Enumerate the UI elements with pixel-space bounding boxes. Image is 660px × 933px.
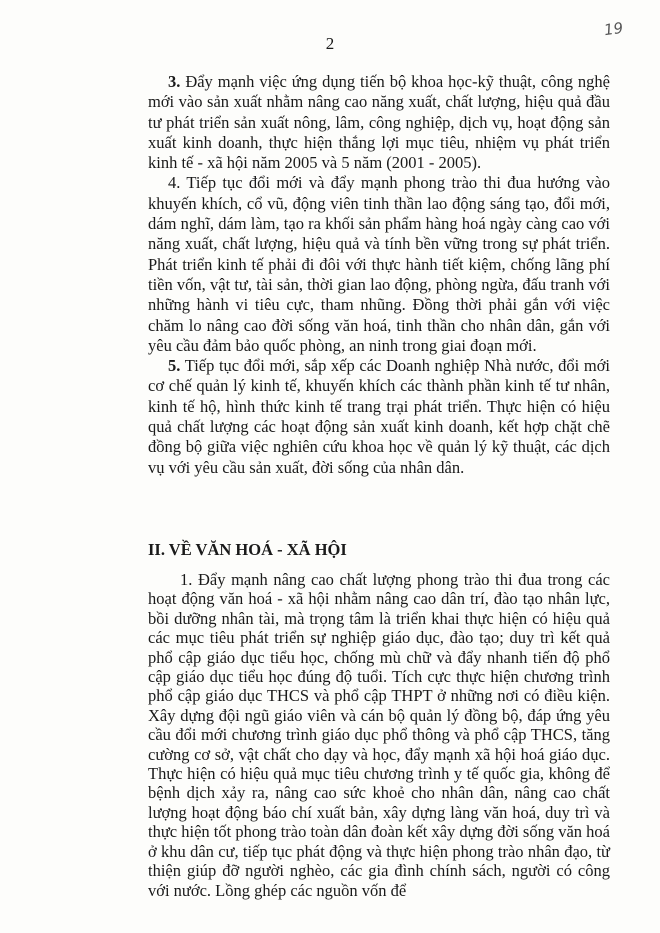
paragraph-text: Tiếp tục đổi mới, sắp xếp các Doanh nghiệp Nhà nước, đổi mới cơ chế quản lý kinh tế, khuyến khích các thành phần kinh tế tư nhân, kinh tế hộ, hình thức kinh tế trang trại phát triển. Thực hiện có hiệu quả chất lượng các hoạt động sản xuất kinh doanh, kết hợp chặt chẽ đồng bộ giữa việc nghiên cứu khoa học về quản lý kỹ thuật, các dịch vụ với yêu cầu sản xuất, đời sống của nhân dân. bbox=[148, 356, 611, 477]
section-heading: II. VỀ VĂN HOÁ - XÃ HỘI bbox=[148, 540, 347, 559]
body-text-bottom bbox=[148, 570, 610, 900]
paragraph-culture-1: 1. Đẩy mạnh nâng cao chất lượng phong trào thi đua trong các hoạt động văn hoá - xã hội nhằm nâng cao dân trí, đào tạo nhân lực, bồi dưỡng nhân tài, mà trọng tâm là triển khai thực hiện có hiệu quả các mục tiêu phát triển sự nghiệp giáo dục, đào tạo; duy trì kết quả phổ cập giáo dục tiểu học, chống mù chữ và đẩy nhanh tiến độ phổ cập giáo dục tiểu học đúng độ tuổi. Tích cực thực hiện chương trình phổ cập giáo dục THCS và phổ cập THPT ở những nơi có điều kiện. Xây dựng đội ngũ giáo viên và cán bộ quản lý đồng bộ, đáp ứng yêu cầu đổi mới chương trình giáo dục phổ thông và phổ cập THCS, tăng cường cơ sở, vật chất cho dạy và học, đẩy mạnh xã hội hoá giáo dục. Thực hiện có hiệu quả mục tiêu chương trình y tế quốc gia, không để bệnh dịch xảy ra, nâng cao sức khoẻ cho nhân dân, nâng cao chất lượng hoạt động báo chí xuất bản, xây dựng làng văn hoá, duy trì và thực hiện tốt phong trào toàn dân đoàn kết xây dựng đời sống văn hoá ở khu dân cư, tiếp tục phát động và thực hiện phong trào nhân đạo, từ thiện giúp đỡ người nghèo, các gia đình chính sách, người có công với nước. Lồng ghép các nguồn vốn để bbox=[148, 570, 610, 900]
handwritten-page-note: 19 bbox=[602, 18, 625, 40]
paragraph-number: 5. bbox=[168, 356, 181, 376]
page-number: 2 bbox=[325, 34, 335, 53]
paragraph-number: 4. bbox=[168, 173, 181, 193]
paragraph-text: Tiếp tục đổi mới và đẩy mạnh phong trào thi đua hướng vào khuyến khích, cổ vũ, động viên tinh thần lao động sáng tạo, đổi mới, dám nghĩ, dám làm, tạo ra khối sản phẩm hàng hoá ngày càng cao với năng xuất, chất lượng, hiệu quả và tính bền vững trong sự phát triển. Phát triển kinh tế phải đi đôi với thực hành tiết kiệm, chống lãng phí tiền vốn, vật tư, tài sản, thời gian lao động, phòng ngừa, đấu tranh với những hành vi tiêu cực, tham nhũng. Đồng thời phải gắn với việc chăm lo nâng cao đời sống văn hoá, tinh thần cho nhân dân, gắn với yêu cầu đảm bảo quốc phòng, an ninh trong giai đoạn mới. bbox=[148, 173, 611, 355]
paragraph-number: 3. bbox=[168, 72, 181, 91]
paragraph-4 bbox=[148, 173, 610, 356]
paragraph-text: Đẩy mạnh việc ứng dụng tiến bộ khoa học-kỹ thuật, công nghệ mới vào sản xuất nhằm nâng cao năng xuất, chất lượng, hiệu quả đầu tư phát triển sản xuất nông, lâm, công nghiệp, dịch vụ, hoạt động sản xuất kinh doanh, thực hiện thắng lợi mục tiêu, nhiệm vụ phát triển kinh tế - xã hội năm 2005 và 5 năm (2001 - 2005). bbox=[148, 72, 611, 173]
paragraph-5 bbox=[148, 356, 610, 478]
body-text-top bbox=[148, 72, 610, 478]
paragraph-3 bbox=[148, 72, 610, 173]
